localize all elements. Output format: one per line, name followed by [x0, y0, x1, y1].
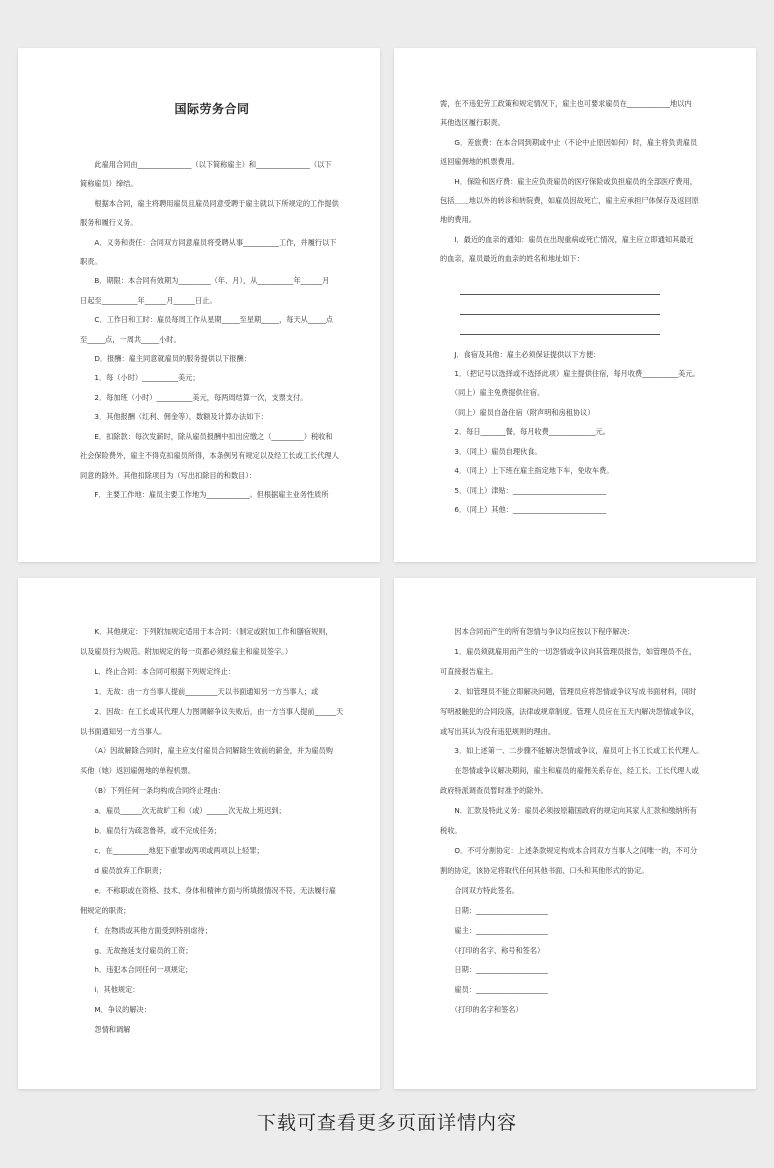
text-line: 2．如管理员不能立即解决问题，管理员应将怨情或争议写成书面材料，同时 [440, 686, 697, 696]
text-line: H．保险和医疗费：雇主应负责雇员的医疗保险或负担雇员的全部医疗费用， [440, 176, 697, 186]
contract-page-2 [394, 48, 756, 562]
text-line: （A）因故解除合同时，雇主应支付雇员合同解除生效前的薪金，并为雇员购 [80, 746, 333, 756]
text-line: 以及雇员行为规范。附加规定的每一页都必须经雇主和雇员签字。） [80, 646, 293, 656]
blank-lines [440, 275, 720, 335]
text-line: 返回雇佣地的机票费用。 [440, 157, 520, 167]
text-line: 此雇用合同由_______________（以下简称雇主）和_______________（以下 [80, 160, 332, 169]
contract-page-4 [394, 578, 756, 1089]
text-line: g．无故拖延支付雇员的工资； [80, 945, 193, 955]
text-line: 1．每（小时）__________美元； [80, 373, 200, 383]
text-line: 至_____点，一周共_____小时。 [80, 334, 181, 344]
text-line: L．终止合同：本合同可根据下列规定终止： [80, 666, 235, 676]
blank-line [460, 275, 660, 295]
text-line: 怨情和调解 [80, 1025, 131, 1035]
text-line: 2．每日_______餐，每月收费_____________元。 [440, 427, 610, 437]
text-line: 因本合同而产生的所有怨情与争议均应按以下程序解决： [440, 627, 635, 636]
text-line: 3．（同上）雇员自理伙食。 [440, 446, 542, 456]
text-line: 可直接报告雇主。 [440, 666, 498, 676]
text-line: 3．如上述第一、二步骤不能解决怨情或争议，雇员可上书工长或工长代理人。 [440, 746, 704, 756]
text-line: （打印的名字、称号和签名） [440, 945, 545, 955]
text-line: 2．因故：在工长或其代理人力图调解争议失败后，由一方当事人提前______天 [80, 706, 344, 716]
text-line: 雇主：____________________ [440, 925, 548, 935]
text-line: K．其他规定：下列附加规定适用于本合同：（制定或附加工作和膳宿规则， [80, 627, 333, 636]
text-line: （同上）雇员自备住宿（附声明和房租协议） [440, 407, 595, 417]
text-line: 根据本合同，雇主将聘用雇员且雇员同意受聘于雇主就以下所规定的工作提供 [80, 198, 339, 208]
text-line: 1．雇员须就雇用而产生的一切怨情或争议向其管理员报告，如管理员不在， [440, 646, 697, 656]
text-line: J．食宿及其他：雇主必须保证提供以下方便： [440, 349, 601, 359]
text-line: D．报酬：雇主同意就雇员的服务提供以下报酬： [80, 354, 251, 364]
text-line: h．违犯本合同任何一项规定； [80, 965, 193, 975]
text-line: （B）下列任何一条均构成合同终止理由： [80, 786, 226, 796]
contract-page-3 [18, 578, 380, 1089]
text-line: 其他选区履行职责。 [440, 118, 505, 128]
text-line: A．义务和责任：合同双方同意雇员将受聘从事__________工作，并履行以下 [80, 237, 337, 247]
page-1-body [80, 155, 344, 504]
text-line: 地的费用。 [440, 215, 476, 225]
text-line: 政府特派调查员暂时准予的除外。 [440, 786, 548, 796]
more-pages-caption[interactable]: 下载可查看更多页面详情内容 [256, 1112, 517, 1134]
text-line: 的血亲，雇员最近的血亲的姓名和地址如下： [440, 254, 584, 264]
blank-line [460, 295, 660, 315]
text-line: 社会保险费外，雇主不得克扣雇员所得，本条例另有规定以及经工长或工长代理人 [80, 451, 339, 461]
text-line: 5．（同上）津贴：__________________________ [440, 485, 607, 495]
text-line: c．在__________地犯下重罪或两项或两项以上轻罪； [80, 845, 264, 855]
text-line: 同意的除外。其他扣除项目为（写出扣除目的和数目）： [80, 470, 257, 480]
text-line: 日期：____________________ [440, 965, 548, 975]
text-line: 3．其他报酬（红利、佣金等），数额及计算办法如下： [80, 412, 268, 422]
page-2-body-bottom [440, 345, 720, 520]
text-line: 需，在不违犯劳工政策和规定情况下，雇主也可要求雇员在____________地以内 [440, 99, 692, 108]
text-line: 割的协定，该协定将取代任何其他书面、口头和其他形式的协定。 [440, 865, 649, 875]
text-line: 简称雇员）缔结。 [80, 179, 138, 189]
text-line: （打印的名字和签名） [440, 1005, 523, 1015]
text-line: 雇员：____________________ [440, 985, 548, 995]
text-line: 1．无故：由一方当事人提前_________天以书面通知另一方当事人；或 [80, 686, 319, 696]
page-4-body [440, 622, 720, 1020]
text-line: a．雇员______次无故旷工和（或）______次无故上班迟到； [80, 806, 286, 816]
text-line: F．主要工作地：雇员主要工作地为____________。但根据雇主业务性质所 [80, 489, 329, 499]
text-line: e．不称职或在资格、技术、身体和精神方面与所填报情况不符，无法履行雇 [80, 885, 336, 895]
text-line: 在怨情或争议解决期间，雇主和雇员的雇佣关系存在，经工长、工长代理人或 [440, 766, 699, 776]
text-line: E．扣除款：每次发薪时，除从雇员报酬中扣出应缴之（_________）税收和 [80, 431, 333, 441]
text-line: B．期限：本合同有效期为_________（年、月），从__________年______月 [80, 276, 330, 286]
text-line: 写明被触犯的合同段落，法律或规章制度。管理人员应在五天内解决怨情或争议， [440, 706, 699, 716]
text-line: 服务和履行义务。 [80, 218, 138, 228]
text-line: 4．（同上）上下班在雇主指定地下车，免收车费。 [440, 466, 614, 476]
text-line: G．差旅费：在本合同到期或中止（不论中止原因如何）时，雇主将负责雇员 [440, 137, 698, 147]
text-line: i．其他规定： [80, 985, 140, 995]
text-line: M．争议的解决： [80, 1005, 151, 1015]
document-title: 国际劳务合同 [174, 102, 250, 116]
text-line: 2．每加班（小时）__________美元，每两周结算一次，支票支付。 [80, 392, 308, 402]
text-line: N．汇款及特此义务：雇员必须按原籍国政府的规定向其家人汇款和缴纳所有 [440, 806, 697, 816]
text-line: I．最近的血亲的通知：雇员在出现重病或死亡情况，雇主应立即通知其最近 [440, 234, 694, 244]
text-line: 日起至__________年______月______日止。 [80, 295, 217, 305]
contract-page-1 [18, 48, 380, 562]
text-line: b．雇员行为疏忽鲁莽，或不完成任务； [80, 826, 222, 836]
page-3-body [80, 622, 344, 1040]
text-line: 税收。 [440, 826, 462, 836]
page-2-body-top [440, 94, 720, 269]
text-line: d 雇员放弃工作职责； [80, 865, 166, 875]
text-line: f．在物质或其他方面受到特别虐待； [80, 925, 212, 935]
text-line: 职责。 [80, 257, 102, 267]
text-line: 合同双方特此签名。 [440, 885, 520, 895]
text-line: O．不可分割协定：上述条款规定构成本合同双方当事人之间唯一的，不可分 [440, 845, 698, 855]
blank-line [460, 315, 660, 335]
text-line: 或写出其认为没有违犯规则的理由。 [440, 726, 556, 736]
text-line: 包括＿＿地以外的转诊和转院费，如雇员因故死亡，雇主应承担尸体保存及返回原 [440, 196, 699, 206]
text-line: 佣规定的职责； [80, 905, 131, 915]
text-line: （同上）雇主免费提供住宿。 [440, 388, 545, 398]
text-line: 以书面通知另一方当事人。 [80, 726, 167, 736]
text-line: 买他（她）返回雇佣地的单程机票。 [80, 766, 196, 776]
text-line: 日期：____________________ [440, 905, 548, 915]
text-line: 6．（同上）其他：__________________________ [440, 504, 607, 514]
text-line: C．工作日和工时：雇员每周工作从星期_____至星期_____，每天从_____点 [80, 315, 333, 325]
text-line: 1．（把记号以选择或不选择此项）雇主提供住宿，每月收费__________美元。 [440, 369, 700, 379]
